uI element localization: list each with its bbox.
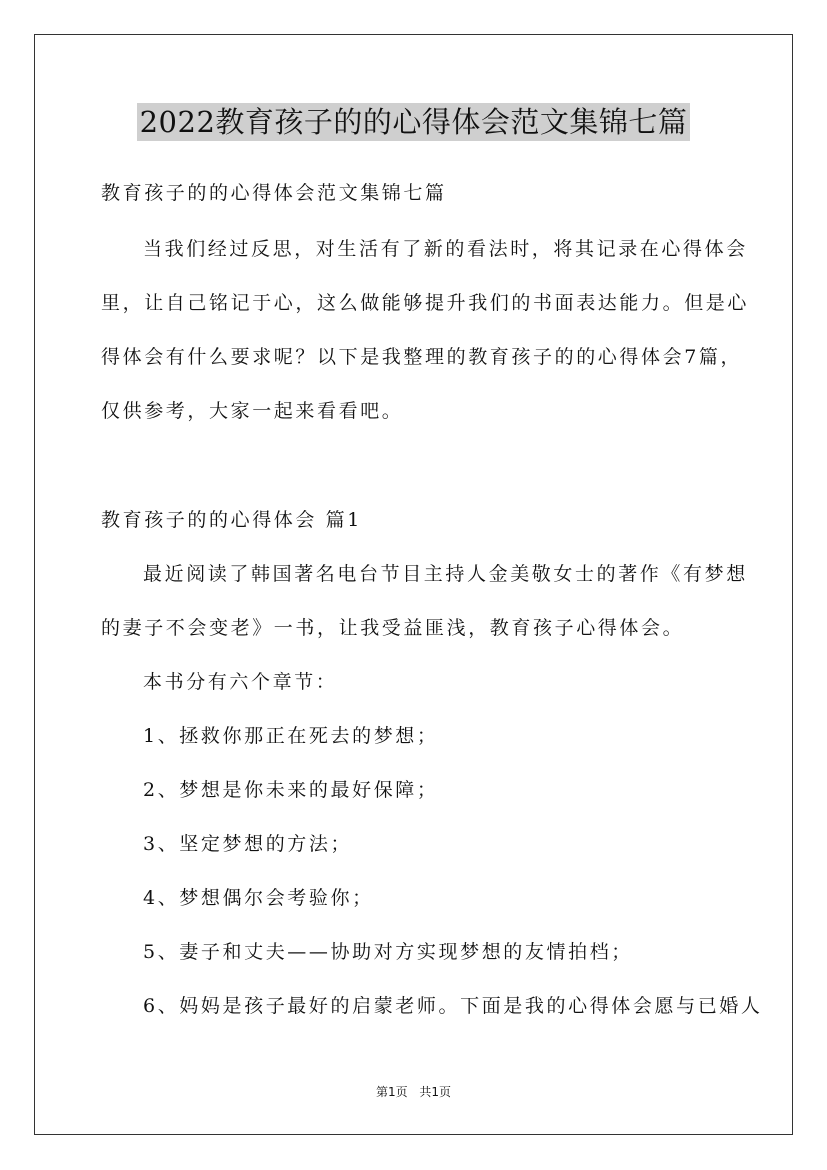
chapter-item-5: 5、妻子和丈夫——协助对方实现梦想的友情拍档； xyxy=(143,941,633,963)
section1-para-line-1: 最近阅读了韩国著名电台节目主持人金美敬女士的著作《有梦想 xyxy=(143,563,748,585)
document-subtitle: 教育孩子的的心得体会范文集锦七篇 xyxy=(101,182,447,204)
document-title: 2022教育孩子的的心得体会范文集锦七篇 xyxy=(137,103,691,141)
page-footer xyxy=(0,1084,827,1100)
title-wrap xyxy=(0,103,827,141)
chapter-item-2: 2、梦想是你未来的最好保障； xyxy=(143,779,439,801)
page-number: 第1页 xyxy=(375,1085,408,1099)
intro-line-4: 仅供参考，大家一起来看看吧。 xyxy=(101,400,404,422)
page-total: 共1页 xyxy=(419,1085,452,1099)
chapter-item-4: 4、梦想偶尔会考验你； xyxy=(143,887,374,909)
chapters-intro: 本书分有六个章节： xyxy=(143,671,338,693)
intro-line-2: 里，让自己铭记于心，这么做能够提升我们的书面表达能力。但是心 xyxy=(101,292,750,314)
chapter-item-6: 6、妈妈是孩子最好的启蒙老师。下面是我的心得体会愿与已婚人 xyxy=(143,995,763,1017)
intro-line-3: 得体会有什么要求呢？以下是我整理的教育孩子的的心得体会7篇， xyxy=(101,346,743,368)
section1-heading: 教育孩子的的心得体会 篇1 xyxy=(101,509,362,531)
chapter-item-3: 3、坚定梦想的方法； xyxy=(143,833,353,855)
section1-para-line-2: 的妻子不会变老》一书，让我受益匪浅，教育孩子心得体会。 xyxy=(101,617,685,639)
chapter-item-1: 1、拯救你那正在死去的梦想； xyxy=(143,725,439,747)
intro-line-1: 当我们经过反思，对生活有了新的看法时，将其记录在心得体会 xyxy=(143,238,748,260)
